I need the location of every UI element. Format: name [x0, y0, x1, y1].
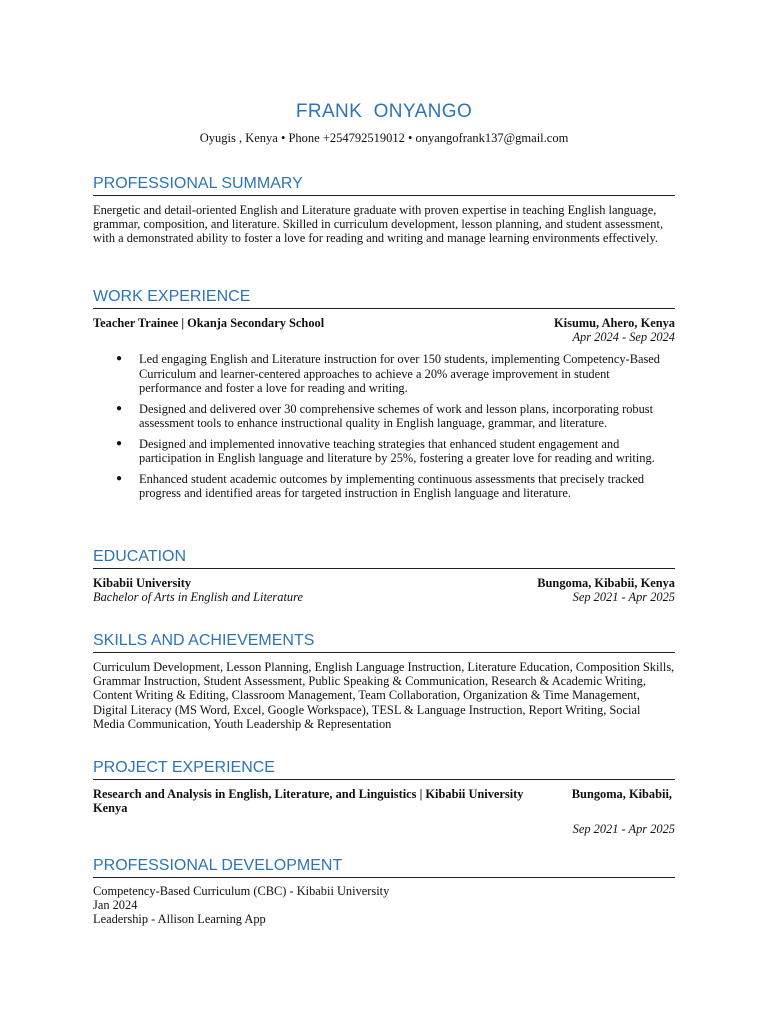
summary-text: Energetic and detail-oriented English and Literature graduate with proven expertise in teaching English language, grammar, composition, and literature. Skilled in curriculum development, lesson planning, and student assessment, with a demonstrated ability to foster a love for reading and writing and manage learning environments effectively. — [93, 203, 664, 246]
work-heading: WORK EXPERIENCE — [93, 287, 675, 309]
project-location: Bungoma, Kibabii, — [571, 787, 672, 801]
education-school: Kibabii University — [93, 576, 192, 590]
bullet-icon: ● — [116, 402, 123, 414]
list-item: ● Led engaging English and Literature instruction for over 150 students, implementing Competency-Based Curriculum and learner-centered approaches to achieve a 20% average improvement in student performance and foster a love for reading and writing. — [116, 352, 660, 395]
bullet-icon: ● — [116, 437, 123, 449]
list-item: Jan 2024 — [93, 898, 138, 912]
candidate-name: FRANK ONYANGO — [295, 101, 473, 122]
list-item: ● Designed and delivered over 30 comprehensive schemes of work and lesson plans, incorporating robust assessment tools to enhance instructional quality in English language, grammar, and literature. — [116, 401, 654, 430]
development-heading: PROFESSIONAL DEVELOPMENT — [93, 856, 675, 878]
development-list — [93, 884, 675, 926]
project-location-cont: Kenya — [93, 801, 128, 816]
list-item: Competency-Based Curriculum (CBC) - Kibabii University — [93, 884, 390, 898]
work-location: Kisumu, Ahero, Kenya — [554, 316, 675, 330]
project-header-row — [93, 787, 675, 801]
work-dates: Apr 2024 - Sep 2024 — [572, 330, 675, 345]
skills-heading: SKILLS AND ACHIEVEMENTS — [93, 631, 675, 653]
bullet-icon: ● — [116, 353, 123, 365]
development-section — [93, 856, 675, 926]
project-title: Research and Analysis in English, Literature, and Linguistics | Kibabii University — [93, 787, 524, 801]
work-bullets — [93, 352, 675, 500]
resume-page — [93, 0, 675, 1024]
skills-text: Curriculum Development, Lesson Planning, English Language Instruction, Literature Education, Composition Skills, Grammar Instruction, Student Assessment, Public Speaking & Communication, Research & Academic Writing, Content Writing & Editing, Classroom Management, Team Collaboration, Organization & Time Management, Digital Literacy (MS Word, Excel, Google Workspace), TESL & Language Instruction, Report Writing, Social Media Communication, Youth Leadership & Representation — [93, 660, 675, 731]
skills-section — [93, 631, 675, 731]
project-dates: Sep 2021 - Apr 2025 — [572, 822, 675, 837]
work-role: Teacher Trainee | Okanja Secondary School — [93, 316, 325, 330]
work-header-row — [93, 316, 675, 330]
work-dates-row — [93, 330, 675, 344]
education-degree: Bachelor of Arts in English and Literature — [93, 590, 303, 605]
contact-line: Oyugis , Kenya • Phone +254792519012 • onyangofrank137@gmail.com — [199, 131, 569, 145]
education-location: Bungoma, Kibabii, Kenya — [537, 576, 675, 590]
projects-heading: PROJECT EXPERIENCE — [93, 758, 675, 780]
education-dates: Sep 2021 - Apr 2025 — [572, 590, 675, 605]
education-heading: EDUCATION — [93, 547, 675, 569]
summary-heading: PROFESSIONAL SUMMARY — [93, 174, 675, 196]
project-location-cont-row — [93, 801, 675, 815]
projects-section — [93, 758, 675, 837]
list-item: ● Designed and implemented innovative teaching strategies that enhanced student engagement and participation in English language and literature by 25%, fostering a greater love for reading and writing. — [116, 436, 655, 465]
list-item: Leadership - Allison Learning App — [93, 912, 266, 926]
list-item: ● Enhanced student academic outcomes by implementing continuous assessments that precisely tracked progress and identified areas for targeted instruction in English language and literature. — [116, 471, 645, 500]
summary-section — [93, 174, 675, 246]
bullet-icon: ● — [116, 472, 123, 484]
work-section — [93, 287, 675, 507]
education-detail-row — [93, 590, 675, 604]
project-dates-row — [93, 822, 675, 836]
education-section — [93, 547, 675, 604]
education-header-row — [93, 576, 675, 590]
